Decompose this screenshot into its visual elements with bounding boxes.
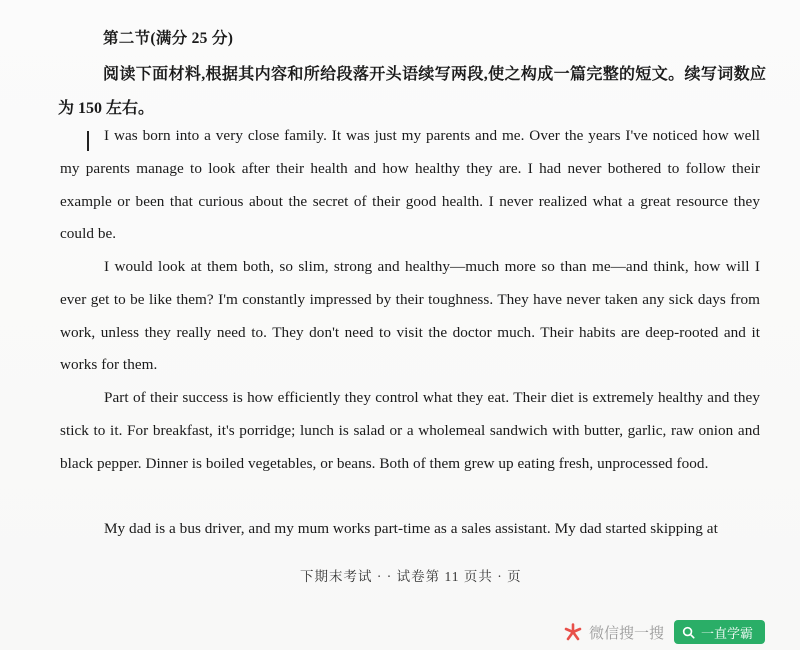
wechat-search-watermark[interactable]	[563, 619, 765, 645]
watermark-search-button[interactable]	[674, 620, 765, 644]
story-paragraph-1: I was born into a very close family. It was just my parents and me. Over the years I've noticed how well my parents manage to look after their health and how healthy they are. I had never bothered to follow their example or been that curious about the secret of their good health. I never realized what a great resource they could be.	[60, 127, 760, 243]
page-footer: 下期末考试 · · 试卷第 11 页共 · 页	[300, 569, 522, 584]
instruction-text: 阅读下面材料,根据其内容和所给段落开头语续写两段,使之构成一篇完整的短文。续写词数应为 150 左右。	[58, 66, 766, 117]
wechat-search-logo-icon	[563, 622, 583, 642]
story-paragraph-3: Part of their success is how efficiently they control what they eat. Their diet is extremely healthy and they stick to it. For breakfast, it's porridge; lunch is salad or a wholemeal sandwich with butter, garlic, raw onion and black pepper. Dinner is boiled vegetables, or beans. Both of them grew up eating fresh, unprocessed food.	[60, 389, 760, 472]
watermark-search-label: 一直学霸	[701, 626, 754, 642]
search-icon	[682, 626, 695, 639]
watermark-text: 微信搜一搜	[589, 623, 665, 642]
section-title: 第二节(满分 25 分)	[103, 30, 234, 47]
story-paragraph-4: My dad is a bus driver, and my mum works part-time as a sales assistant. My dad started skipping at	[104, 520, 718, 537]
story-paragraph-2: I would look at them both, so slim, strong and healthy—much more so than me—and think, how will I ever get to be like them? I'm constantly impressed by their toughness. They have never taken any sick days from work, unless they really need to. They don't need to visit the doctor much. Their habits are deep-rooted and it works for them.	[60, 258, 760, 374]
